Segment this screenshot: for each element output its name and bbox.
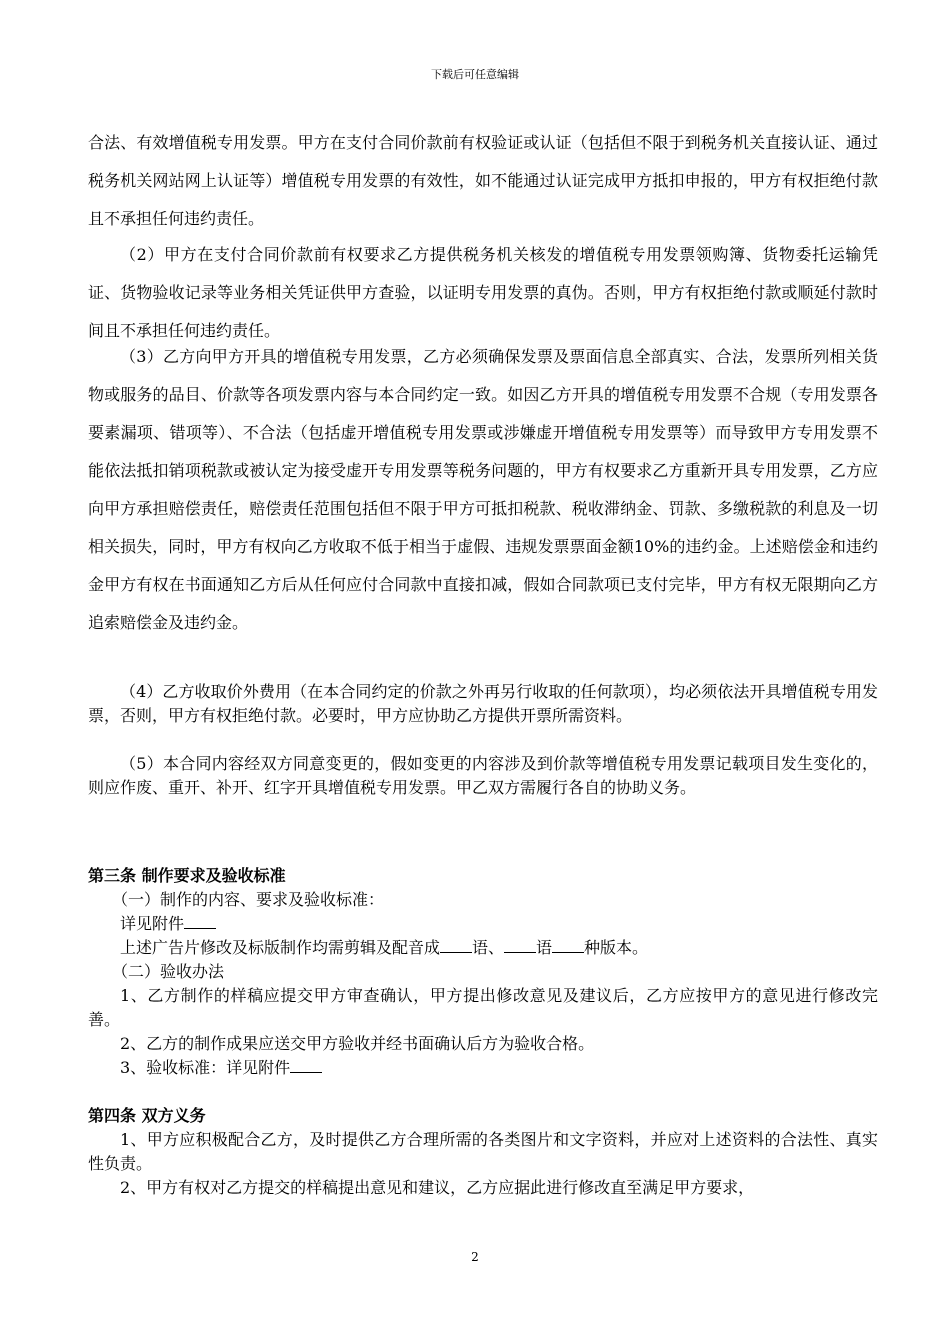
versions-text-b: 语、 (472, 938, 505, 957)
article-3-acceptance-2: 2、乙方的制作成果应送交甲方验收并经书面确认后方为验收合格。 (120, 1034, 595, 1053)
article-4-item-1: 1、甲方应积极配合乙方，及时提供乙方合理所需的各类图片和文字资料，并应对上述资料的合法性、真实性负责。 (88, 1130, 878, 1173)
paragraph-clause-4: （4）乙方收取价外费用（在本合同约定的价款之外再另行收取的任何款项），均必须依法开具增值税专用发票，否则，甲方有权拒绝付款。必要时，甲方应协助乙方提供开票所需资料。 (88, 682, 878, 725)
paragraph-clause-3: （3）乙方向甲方开具的增值税专用发票，乙方必须确保发票及票面信息全部真实、合法，发票所列相关货物或服务的品目、价款等各项发票内容与本合同约定一致。如因乙方开具的增值税专用发票不合规（专用发票各要素漏项、错项等）、不合法（包括虚开增值税专用发票或涉嫌虚开增值税专用发票等）而导致甲方专用发票不能依法抵扣销项税款或被认定为接受虚开专用发票等税务问题的，甲方有权要求乙方重新开具专用发票，乙方应向甲方承担赔偿责任，赔偿责任范围包括但不限于甲方可抵扣税款、税收滞纳金、罚款、多缴税款的利息及一切相关损失，同时，甲方有权向乙方收取不低于相当于虚假、违规发票票面金额10%的违约金。上述赔偿金和违约金甲方有权在书面通知乙方后从任何应付合同款中直接扣减，假如合同款项已支付完毕，甲方有权无限期向乙方追索赔偿金及违约金。 (88, 347, 878, 632)
page-number: 2 (471, 1250, 479, 1264)
article-3-item-2: （二）验收办法 (112, 962, 225, 981)
versions-text-d: 种版本。 (584, 938, 649, 957)
page-header: 下载后可任意编辑 (431, 68, 519, 81)
article-3-item-1: （一）制作的内容、要求及验收标准： (112, 890, 385, 909)
paragraph-clause-5: （5）本合同内容经双方同意变更的，假如变更的内容涉及到价款等增值税专用发票记载项目发生变化的，则应作废、重开、补开、红字开具增值税专用发票。甲乙双方需履行各自的协助义务。 (88, 754, 878, 797)
blank-field (440, 938, 472, 953)
attachment-label: 详见附件 (120, 914, 185, 933)
blank-field (504, 938, 536, 953)
article-3-acceptance-3 (120, 1056, 322, 1080)
paragraph-clause-2: （2）甲方在支付合同价款前有权要求乙方提供税务机关核发的增值税专用发票领购簿、货物委托运输凭证、货物验收记录等业务相关凭证供甲方查验，以证明专用发票的真伪。否则，甲方有权拒绝付款或顺延付款时间且不承担任何违约责任。 (88, 245, 878, 340)
blank-field (290, 1058, 322, 1073)
article-3-versions-line (120, 936, 648, 960)
blank-field (552, 938, 584, 953)
article-3-title: 第三条 制作要求及验收标准 (88, 866, 286, 885)
article-3-acceptance-1: 1、乙方制作的样稿应提交甲方审查确认，甲方提出修改意见及建议后，乙方应按甲方的意见进行修改完善。 (88, 986, 878, 1029)
article-3-attachment-line (120, 912, 216, 936)
versions-text-c: 语 (536, 938, 553, 957)
versions-text-a: 上述广告片修改及标版制作均需剪辑及配音成 (120, 938, 441, 957)
acceptance-standard-label: 3、验收标准：详见附件 (120, 1058, 291, 1077)
article-4-title: 第四条 双方义务 (88, 1106, 206, 1125)
blank-field (184, 914, 216, 929)
article-4-item-2: 2、甲方有权对乙方提交的样稿提出意见和建议，乙方应据此进行修改直至满足甲方要求， (120, 1178, 755, 1197)
paragraph-invoice-validity: 合法、有效增值税专用发票。甲方在支付合同价款前有权验证或认证（包括但不限于到税务机关直接认证、通过税务机关网站网上认证等）增值税专用发票的有效性，如不能通过认证完成甲方抵扣申报的，甲方有权拒绝付款且不承担任何违约责任。 (88, 133, 878, 228)
